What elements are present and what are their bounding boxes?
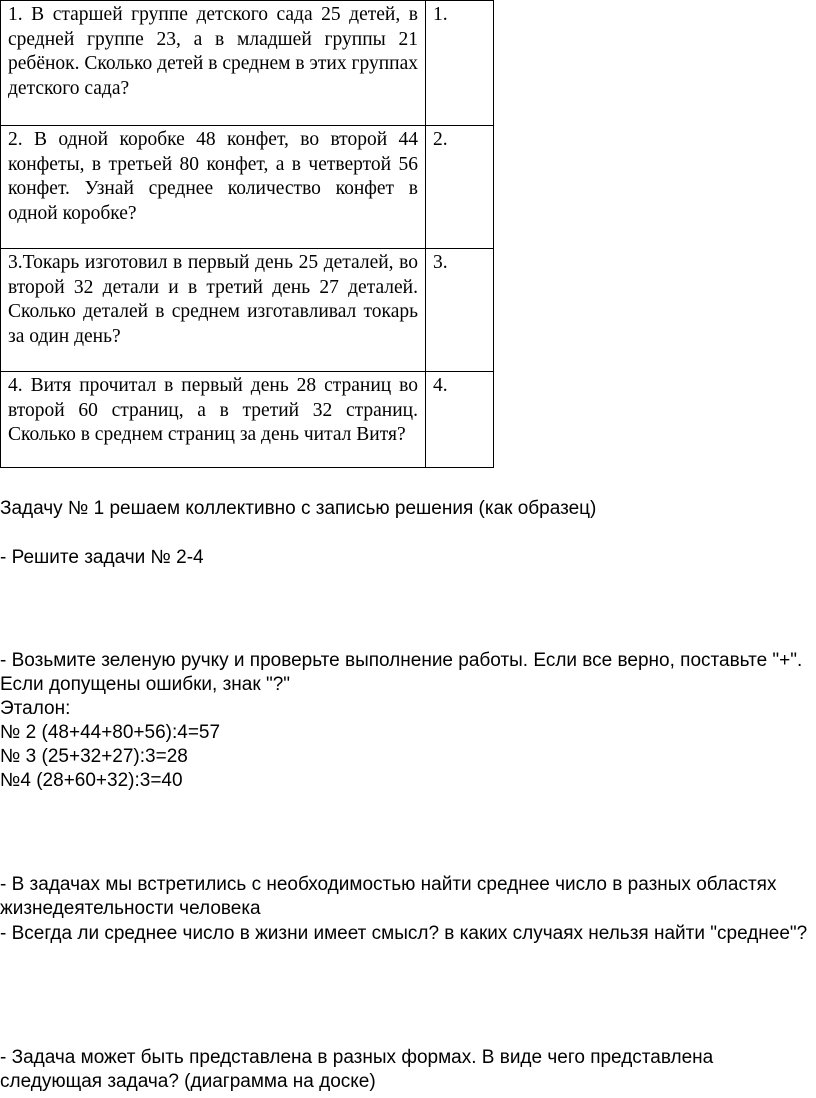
average-question: - Всегда ли среднее число в жизни имеет смысл? в каких случаях нельзя найти "среднее"? [0,923,808,944]
table-row [1,249,494,372]
task1-note: Задачу № 1 решаем коллективно с записью решения (как образец) [0,498,597,519]
table-row [1,126,494,249]
etalon-line-4: №4 (28+60+32):3=40 [0,770,183,791]
answer-cell: 4. [426,372,494,468]
diagram-question: - Задача может быть представлена в разных формах. В виде чего представлена следующая задача? (диаграмма на доске) [0,1047,714,1092]
check-instruction: - Возьмите зеленую ручку и проверьте выполнение работы. Если все верно, поставьте "+". Если допущены ошибки, знак "?" [0,650,803,695]
etalon-label: Эталон: [0,698,71,719]
problem-cell: 3.Токарь изготовил в первый день 25 деталей, во второй 32 детали и в третий день 27 деталей. Сколько деталей в среднем изготавливал токарь за один день? [1,249,426,372]
tasks-table [0,0,494,468]
etalon-line-2: № 2 (48+44+80+56):4=57 [0,722,221,743]
answer-cell: 2. [426,126,494,249]
table-row [1,1,494,126]
solve-instruction: - Решите задачи № 2-4 [0,547,204,568]
answer-cell: 3. [426,249,494,372]
problem-cell: 4. Витя прочитал в первый день 28 страниц во второй 60 страниц, а в третий 32 страниц. Сколько в среднем страниц за день читал Витя? [1,372,426,468]
problem-cell: 2. В одной коробке 48 конфет, во второй 44 конфеты, в третьей 80 конфет, а в четвертой 56 конфет. Узнай среднее количество конфет в одной коробке? [1,126,426,249]
average-note: - В задачах мы встретились с необходимостью найти среднее число в разных областях жизнедеятельности человека [0,874,777,919]
problem-cell: 1. В старшей группе детского сада 25 детей, в средней группе 23, а в младшей группы 21 ребёнок. Сколько детей в среднем в этих группах детского сада? [1,1,426,126]
etalon-line-3: № 3 (25+32+27):3=28 [0,746,188,767]
answer-cell: 1. [426,1,494,126]
table-row [1,372,494,468]
